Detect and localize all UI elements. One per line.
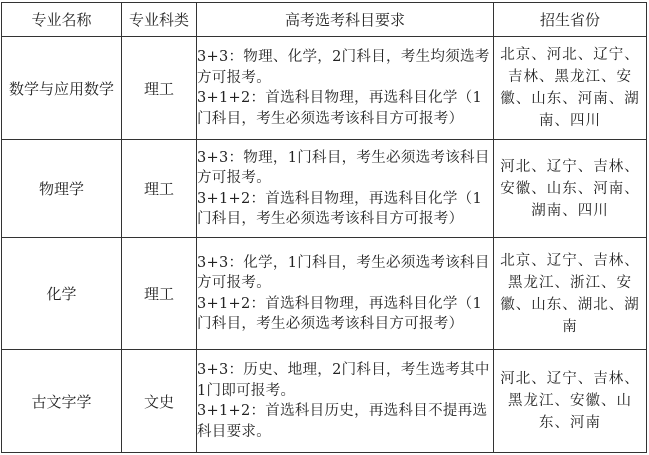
admission-requirements-table xyxy=(1,2,647,453)
major-category: 理工 xyxy=(122,140,197,238)
requirement-3plus1plus2: 3+1+2：首选科目物理，再选科目化学（1门科目，考生必须选考该科目方可报考） xyxy=(197,295,482,332)
major-category: 理工 xyxy=(122,238,197,350)
major-name: 古文字学 xyxy=(2,350,122,453)
table-row xyxy=(2,350,647,453)
major-category: 理工 xyxy=(122,37,197,140)
enrollment-provinces: 北京、河北、辽宁、吉林、黑龙江、安徽、山东、河南、湖南、四川 xyxy=(494,37,647,140)
table-row xyxy=(2,238,647,350)
requirement-3plus3: 3+3：化学，1门科目，考生必须选考该科目方可报考。 xyxy=(197,254,490,291)
subject-requirements xyxy=(197,350,494,453)
header-subject-requirements: 高考选考科目要求 xyxy=(197,3,494,37)
enrollment-provinces: 河北、辽宁、吉林、安徽、山东、河南、湖南、四川 xyxy=(494,140,647,238)
enrollment-provinces: 北京、辽宁、吉林、黑龙江、浙江、安徽、山东、湖北、湖南 xyxy=(494,238,647,350)
header-provinces: 招生省份 xyxy=(494,3,647,37)
table-row xyxy=(2,140,647,238)
header-row xyxy=(2,3,647,37)
header-major-category: 专业科类 xyxy=(122,3,197,37)
subject-requirements xyxy=(197,238,494,350)
requirement-3plus3: 3+3：物理，1门科目，考生必须选考该科目方可报考。 xyxy=(197,149,490,186)
major-category: 文史 xyxy=(122,350,197,453)
major-name: 物理学 xyxy=(2,140,122,238)
major-name: 数学与应用数学 xyxy=(2,37,122,140)
major-name: 化学 xyxy=(2,238,122,350)
requirement-3plus3: 3+3：历史、地理，2门科目，考生选考其中1门即可报考。 xyxy=(197,362,490,399)
subject-requirements xyxy=(197,140,494,238)
requirement-3plus3: 3+3：物理、化学，2门科目，考生均须选考方可报考。 xyxy=(197,49,490,86)
requirement-3plus1plus2: 3+1+2：首选科目物理，再选科目化学（1门科目，考生必须选考该科目方可报考） xyxy=(197,90,482,127)
enrollment-provinces: 河北、辽宁、吉林、黑龙江、安徽、山东、河南 xyxy=(494,350,647,453)
requirement-3plus1plus2: 3+1+2：首选科目历史，再选科目不提再选科目要求。 xyxy=(197,403,488,440)
header-major-name: 专业名称 xyxy=(2,3,122,37)
requirement-3plus1plus2: 3+1+2：首选科目物理，再选科目化学（1门科目，考生必须选考该科目方可报考） xyxy=(197,190,482,227)
subject-requirements xyxy=(197,37,494,140)
table-row xyxy=(2,37,647,140)
